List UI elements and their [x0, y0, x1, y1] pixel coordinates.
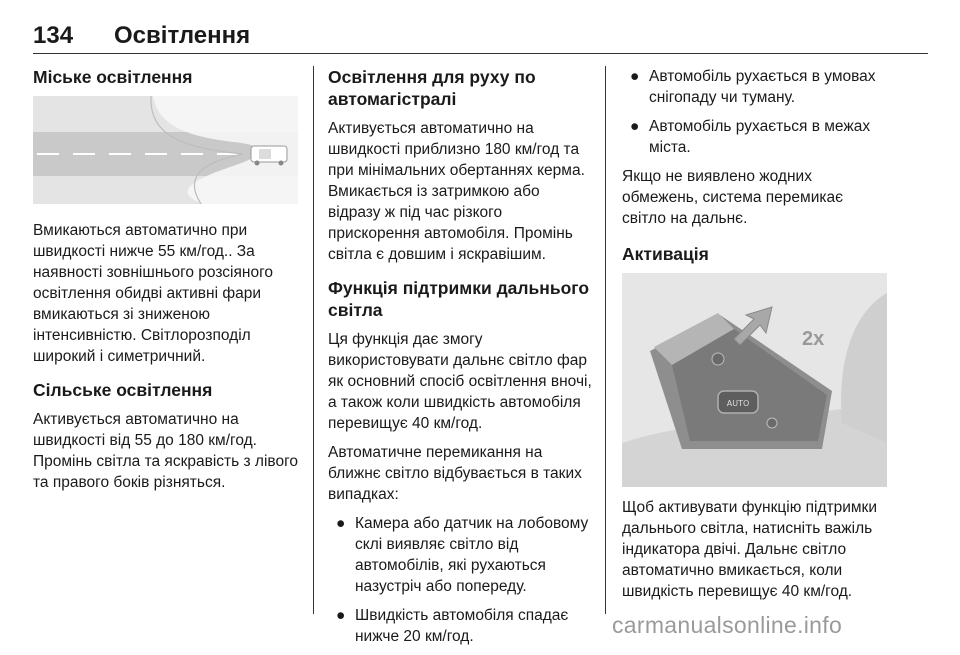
column-divider-2	[605, 66, 606, 614]
city-light-beam-illustration	[33, 96, 298, 204]
low-beam-conditions-list	[328, 513, 593, 647]
list-item: ● Автомобіль рухається в межах міста.	[630, 118, 871, 156]
column-1	[33, 66, 301, 501]
activation-heading: Активація	[622, 244, 709, 264]
watermark: carmanualsonline.info	[612, 612, 843, 638]
header-divider	[33, 53, 928, 54]
column-3	[622, 66, 888, 610]
bullet-icon: ●	[630, 118, 640, 135]
bullet-icon: ●	[630, 68, 640, 85]
motorway-lighting-text: Активується автоматично на швидкості приблизно 180 км/год та при мінімальних обертаннях керма. Вмикається із затримкою або відразу ж під час різкого прискорення автомобіля. Промінь світла є довшим і яскравішим.	[328, 120, 585, 263]
indicator-lever-illustration	[622, 273, 887, 487]
bullet-icon: ●	[336, 607, 346, 624]
page-number: 134	[33, 22, 74, 49]
high-beam-assist-heading: Функція підтримки дальнього світла	[328, 278, 590, 320]
country-lighting-heading: Сільське освітлення	[33, 380, 213, 400]
activation-text: Щоб активувати функцію підтримки дальнього світла, натисніть важіль індикатора двічі. Дальнє світло автоматично вмикається, коли швидкість перевищує 40 км/год.	[622, 499, 877, 600]
column-2	[328, 66, 593, 655]
svg-text:AUTO: AUTO	[726, 399, 750, 408]
low-beam-conditions-list-continued	[622, 66, 888, 158]
list-item: ● Швидкість автомобіля спадає нижче 20 км/год.	[336, 607, 569, 645]
column-divider-1	[313, 66, 314, 614]
page-header	[33, 22, 928, 56]
motorway-lighting-heading: Освітлення для руху по автомагістралі	[328, 67, 536, 109]
auto-switch-intro: Автоматичне перемикання на ближнє світло відбувається в таких випадках:	[328, 444, 582, 503]
no-restrictions-text: Якщо не виявлено жодних обмежень, система перемикає світло на дальнє.	[622, 168, 844, 227]
high-beam-assist-text: Ця функція дає змогу використовувати дальнє світло фар як основний спосіб освітлення вночі, а також коли швидкість автомобіля перевищує 40 км/год.	[328, 331, 592, 432]
list-item: ● Автомобіль рухається в умовах снігопаду чи туману.	[630, 68, 876, 106]
press-twice-label: 2x	[802, 328, 825, 350]
city-lighting-heading: Міське освітлення	[33, 67, 193, 87]
bullet-icon: ●	[336, 515, 346, 532]
city-lighting-text: Вмикаються автоматично при швидкості нижче 55 км/год.. За наявності зовнішнього розсіяного освітлення обидві активні фари вмикаються зі зниженою інтенсивністю. Світлорозподіл широкий і симетричний.	[33, 222, 274, 365]
country-lighting-text: Активується автоматично на швидкості від 55 до 180 км/год. Промінь світла та яскравість з лівого та правого боків різняться.	[33, 411, 299, 491]
page-title: Освітлення	[114, 22, 251, 49]
list-item: ● Камера або датчик на лобовому склі виявляє світло від автомобілів, які рухаються назустріч або попереду.	[336, 515, 589, 595]
